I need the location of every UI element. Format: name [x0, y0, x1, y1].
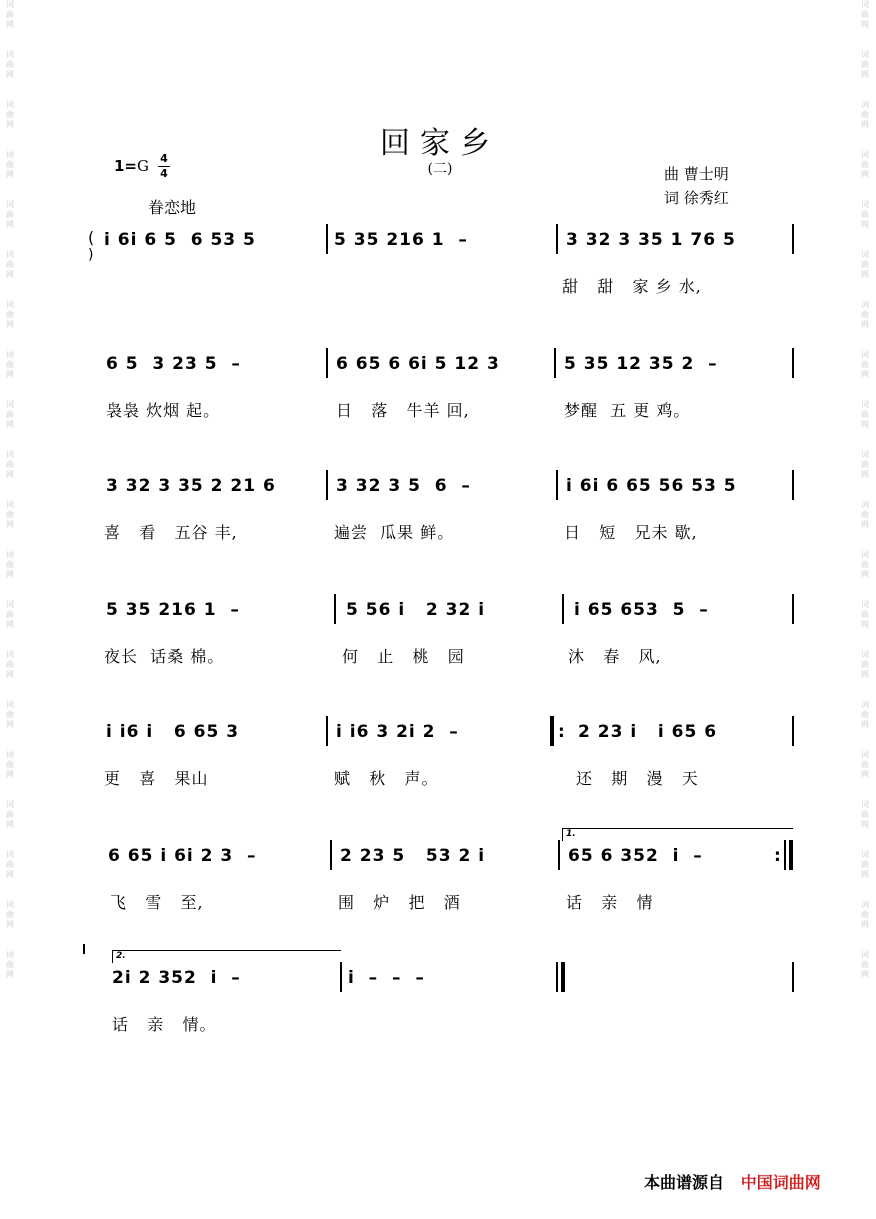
watermark-column: 词 曲 网 词 曲 网 词 曲 网 词 曲 网 词 曲 网 词 曲 网 词 曲 网 词 曲 网 词 曲 网 词 曲 网 词 曲 网 词 曲 网 词 曲 网 词 曲 网 词 曲 网 词 曲 网 词 曲 网 词 曲 网 词 曲 网 词 曲 网	[861, 0, 869, 979]
lyric-line: 日 短 兄未 歇,	[564, 523, 698, 542]
barline	[556, 962, 558, 992]
lyric-line: 更 喜 果山	[104, 769, 209, 788]
tempo-marking: 眷恋地	[148, 198, 197, 217]
notes: 5 35 12 35 2 –	[564, 354, 718, 374]
barline	[330, 840, 332, 870]
repeat-dots: :	[558, 722, 565, 742]
lyric-line: 话 亲 情。	[112, 1015, 217, 1034]
barline	[340, 962, 342, 992]
source-footer	[644, 1170, 821, 1193]
repeat-end-barline	[789, 840, 793, 870]
lyric-line: 遍尝 瓜果 鲜。	[334, 523, 455, 542]
barline	[554, 348, 556, 378]
barline	[792, 594, 794, 624]
barline	[792, 716, 794, 746]
barline	[558, 840, 560, 870]
barline	[334, 594, 336, 624]
second-ending-bracket	[112, 950, 341, 963]
watermark-column: 词 曲 网 词 曲 网 词 曲 网 词 曲 网 词 曲 网 词 曲 网 词 曲 网 词 曲 网 词 曲 网 词 曲 网 词 曲 网 词 曲 网 词 曲 网 词 曲 网 词 曲 网 词 曲 网 词 曲 网 词 曲 网 词 曲 网 词 曲 网	[6, 0, 14, 979]
notes: i 65 653 5 –	[574, 600, 709, 620]
lyric-line: 梦醒 五 更 鸡。	[564, 401, 691, 420]
notes: 2 23 5 53 2 i	[340, 846, 486, 866]
barline	[556, 224, 558, 254]
notes: 65 6 352 i –	[568, 846, 703, 866]
lyric-line: 袅袅 炊烟 起。	[106, 401, 221, 420]
footer-brand: 中国词曲网	[740, 1173, 821, 1192]
score-row-4	[0, 592, 876, 682]
score-row-5	[0, 714, 876, 804]
barline	[792, 224, 794, 254]
notes: 3 32 3 35 2 21 6	[106, 476, 276, 496]
song-subtitle: (二)	[427, 161, 453, 177]
barline	[326, 470, 328, 500]
score-row-1	[0, 222, 876, 312]
barline	[784, 840, 786, 870]
time-signature	[158, 153, 170, 180]
lyric-line: 赋 秋 声。	[334, 769, 439, 788]
lyric-line: 沐 春 风,	[568, 647, 662, 666]
barline	[556, 470, 558, 500]
notes: 6 65 i 6i 2 3 –	[108, 846, 257, 866]
notes: i 6i 6 5 6 53 5	[104, 230, 256, 250]
repeat-start-barline	[550, 716, 554, 746]
system-tick	[83, 944, 85, 954]
notes: i 6i 6 65 56 53 5	[566, 476, 737, 496]
key-prefix: 1=	[114, 157, 138, 175]
lyric-line: 话 亲 情	[566, 893, 654, 912]
notes: 2 23 i i 65 6	[578, 722, 718, 742]
notes: 3 32 3 5 6 –	[336, 476, 471, 496]
barline	[326, 224, 328, 254]
second-ending-number: 2.	[116, 951, 126, 961]
score-row-3	[0, 468, 876, 558]
footer-label: 本曲谱源自	[644, 1173, 725, 1192]
barline	[792, 962, 794, 992]
barline	[792, 470, 794, 500]
barline	[326, 348, 328, 378]
lyric-line: 夜长 话桑 棉。	[104, 647, 225, 666]
notes: 5 56 i 2 32 i	[346, 600, 486, 620]
notes: 2i 2 352 i –	[112, 968, 241, 988]
lyric-line: 甜 甜 家 乡 水,	[562, 277, 702, 296]
lyric-line: 还 期 漫 天	[576, 769, 699, 788]
intro-paren-close: )	[88, 247, 94, 263]
score-row-7	[0, 951, 876, 1050]
score-row-2	[0, 346, 876, 436]
key-signature	[114, 157, 149, 175]
barline	[326, 716, 328, 746]
barline	[562, 594, 564, 624]
notes: 3 32 3 35 1 76 5	[566, 230, 736, 250]
intro-paren-open: (	[88, 228, 95, 247]
lyric-line: 日 落 牛羊 回,	[336, 401, 470, 420]
lyric-line: 喜 看 五谷 丰,	[104, 523, 238, 542]
score-row-6	[0, 829, 876, 928]
lyric-line: 何 止 桃 园	[342, 647, 465, 666]
notes: 6 65 6 6i 5 12 3	[336, 354, 500, 374]
notes: i i6 i 6 65 3	[106, 722, 240, 742]
lyric-credit: 词 徐秀红	[664, 189, 729, 207]
notes: 6 5 3 23 5 –	[106, 354, 241, 374]
notes: 5 35 216 1 –	[106, 600, 240, 620]
notes: i i6 3 2i 2 –	[336, 722, 459, 742]
notes: i – – –	[348, 968, 425, 988]
repeat-dots: :	[774, 846, 781, 866]
first-ending-bracket	[562, 828, 793, 841]
notes: 5 35 216 1 –	[334, 230, 468, 250]
music-credit: 曲 曹士明	[664, 165, 729, 183]
first-ending-number: 1.	[566, 829, 576, 839]
lyric-line: 飞 雪 至,	[110, 893, 204, 912]
key-note: G	[137, 157, 149, 175]
lyric-line: 围 炉 把 酒	[338, 893, 461, 912]
final-barline	[561, 962, 565, 992]
barline	[792, 348, 794, 378]
meter-top: 4	[160, 152, 168, 165]
song-title: 回家乡	[380, 126, 500, 161]
meter-bottom: 4	[160, 167, 168, 180]
